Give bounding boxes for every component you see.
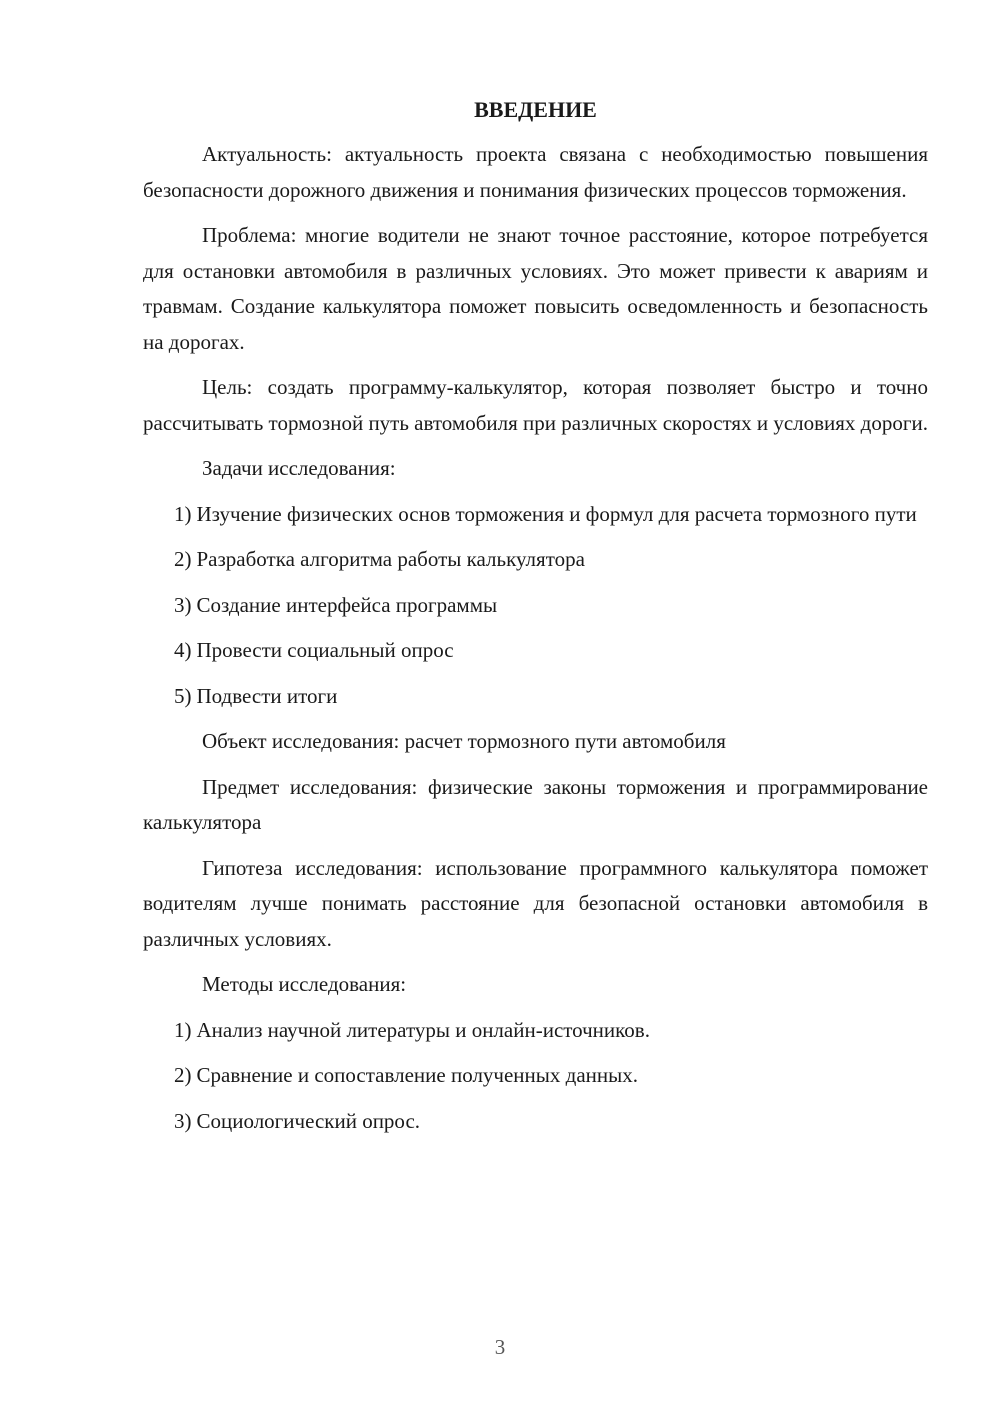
method-number: 2): [174, 1063, 192, 1087]
tasks-heading: Задачи исследования:: [202, 456, 396, 480]
method-number: 3): [174, 1108, 192, 1133]
page-title: ВВЕДЕНИЕ: [474, 97, 597, 122]
method-number: 1): [174, 1017, 192, 1042]
paragraph-object: Объект исследования: расчет тормозного пути автомобиля: [202, 729, 726, 753]
task-number: 5): [174, 683, 192, 708]
page-number: 3: [494, 1335, 506, 1359]
method-item-1: [143, 1013, 928, 1049]
task-item-2: [143, 542, 928, 578]
methods-list: [143, 1013, 928, 1140]
task-text: Подвести итоги: [196, 683, 338, 708]
task-number: 3): [174, 592, 192, 617]
method-item-2: [143, 1058, 928, 1094]
task-item-1: [143, 497, 928, 533]
method-item-3: [143, 1104, 928, 1140]
paragraph-subject: Предмет исследования: физические законы торможения и программирование калькулятора: [143, 774, 928, 834]
task-number: 1): [174, 501, 192, 526]
task-number: 4): [174, 638, 192, 662]
paragraph-relevance: Актуальность: актуальность проекта связана с необходимостью повышения безопасности дорожного движения и понимания физических процессов торможения.: [143, 142, 928, 202]
task-item-3: [143, 588, 928, 624]
paragraph-goal: Цель: создать программу-калькулятор, которая позволяет быстро и точно рассчитывать тормозной путь автомобиля при различных скоростях и условиях дороги.: [143, 375, 928, 435]
method-text: Социологический опрос.: [196, 1108, 421, 1133]
task-text: Провести социальный опрос: [196, 638, 454, 662]
task-number: 2): [174, 547, 192, 571]
tasks-list: [143, 497, 928, 715]
page-body: [143, 92, 928, 1149]
task-text: Создание интерфейса программы: [196, 592, 498, 617]
task-item-5: [143, 679, 928, 715]
method-text: Анализ научной литературы и онлайн-источников.: [196, 1017, 650, 1042]
methods-heading: Методы исследования:: [202, 972, 407, 996]
paragraph-problem: Проблема: многие водители не знают точное расстояние, которое потребуется для остановки автомобиля в различных условиях. Это может привести к авариям и травмам. Создание калькулятора поможет повысить осведомленность и безопасность на дорогах.: [143, 223, 928, 354]
method-text: Сравнение и сопоставление полученных данных.: [196, 1063, 638, 1087]
task-item-4: [143, 633, 928, 669]
paragraph-hypothesis: Гипотеза исследования: использование программного калькулятора поможет водителям лучше понимать расстояние для безопасной остановки автомобиля в различных условиях.: [143, 855, 928, 951]
task-text: Изучение физических основ торможения и формул для расчета тормозного пути: [196, 501, 917, 526]
task-text: Разработка алгоритма работы калькулятора: [196, 547, 585, 571]
